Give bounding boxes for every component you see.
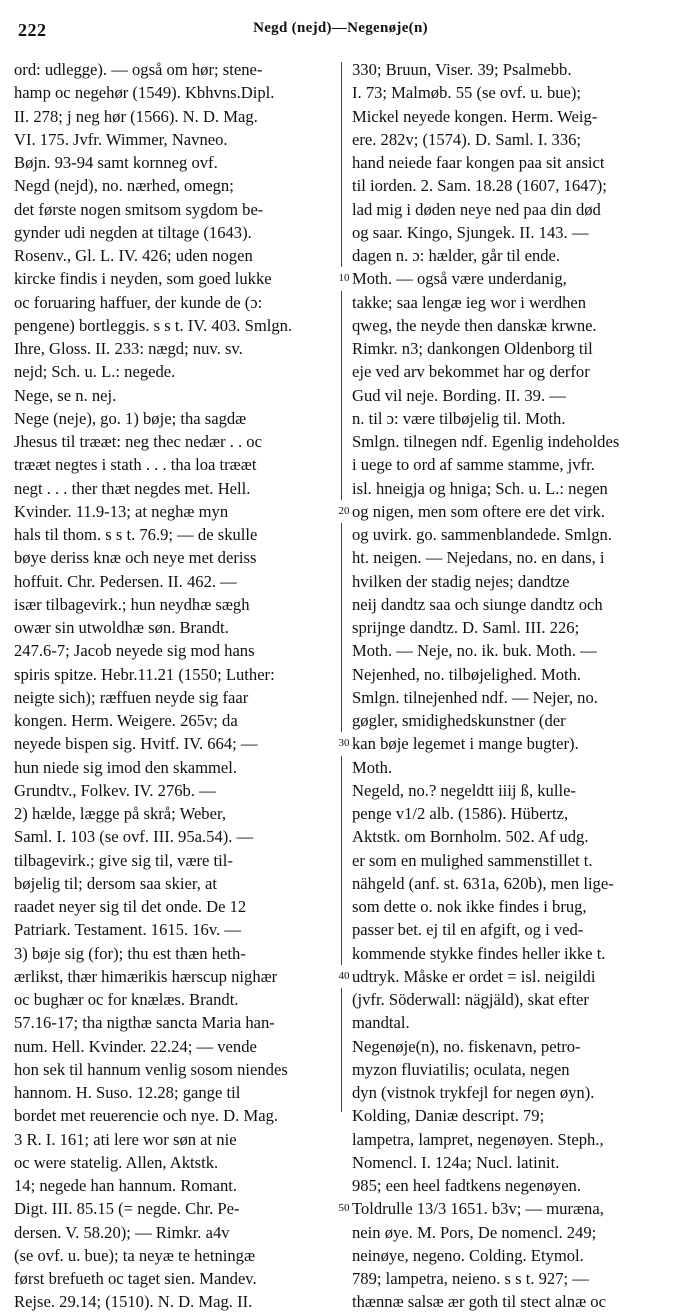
text-line: kircke findis i neyden, som goed lukke	[14, 269, 272, 289]
text-line: hon sek til hannum venlig sosom niendes	[14, 1059, 288, 1079]
text-line: kan bøje legemet i mange bugter).	[352, 734, 579, 754]
text-line: owær sin utwoldhæ søn. Brandt.	[14, 618, 229, 637]
text-line: kommende stykke findes heller ikke t.	[352, 943, 606, 963]
left-column	[14, 58, 334, 1314]
text-line: lad mig i døden neye ned paa din død	[352, 199, 601, 219]
text-line: penge v1/2 alb. (1586). Hübertz,	[352, 804, 569, 823]
text-line: lampetra, lampret, negenøyen. Steph.,	[352, 1129, 604, 1149]
text-line: gynder udi negden at tiltage (1643).	[14, 222, 252, 242]
text-line: dagen n. ɔ: hælder, går til ende.	[352, 246, 561, 265]
text-line: 789; lampetra, neieno. s s t. 927; —	[352, 1269, 589, 1288]
text-line: gøgler, smidighedskunstner (der	[352, 711, 566, 730]
text-line: hannom. H. Suso. 12.28; gange til	[14, 1083, 241, 1102]
text-line: 247.6-7; Jacob neyede sig mod hans	[14, 641, 255, 661]
text-line: 2) hælde, lægge på skrå; Weber,	[14, 804, 226, 823]
text-line: eje ved arv bekommet har og derfor	[352, 362, 590, 382]
text-line: neij dandtz saa och siunge dandtz och	[352, 594, 603, 614]
text-line: ærlikst, thær himærikis hærscup nighær	[14, 966, 278, 986]
text-line: 330; Bruun, Viser. 39; Psalmebb.	[352, 60, 572, 79]
text-line: 3 R. I. 161; ati lere wor søn at nie	[14, 1129, 237, 1149]
text-line: som dette o. nok ikke findes i brug,	[352, 897, 587, 916]
text-line: det første nogen smitsom sygdom be-	[14, 199, 264, 219]
line-number: 50	[336, 1197, 352, 1220]
text-line: Toldrulle 13/3 1651. b3v; — muræna,	[352, 1199, 604, 1219]
text-line: Smlgn. tilnejenhed ndf. — Nejer, no.	[352, 687, 598, 707]
text-line: og nigen, men som oftere ere det virk.	[352, 501, 605, 521]
text-line: raadet neyer sig til det onde. De 12	[14, 897, 247, 916]
text-line: 57.16-17; tha nigthæ sancta Maria han-	[14, 1013, 275, 1033]
text-line: mandtal.	[352, 1013, 410, 1033]
text-line: Nomencl. I. 124a; Nucl. latinit.	[352, 1152, 560, 1172]
running-head: Negd (nejd)—Negenøje(n)	[253, 20, 428, 36]
text-line: Kolding, Daniæ descript. 79;	[352, 1106, 545, 1126]
text-line: myzon fluviatilis; oculata, negen	[352, 1059, 570, 1079]
text-line: hand neiede faar kongen paa sit ansict	[352, 153, 605, 172]
text-line: num. Hell. Kvinder. 22.24; — vende	[14, 1036, 257, 1056]
text-line: Moth.	[352, 757, 393, 777]
text-line: neinøye, negeno. Colding. Etymol.	[352, 1245, 584, 1265]
text-line: (jvfr. Söderwall: nägjäld), skat efter	[352, 990, 589, 1009]
text-line: trææt negtes i stath . . . tha loa trææt	[14, 455, 257, 475]
text-line: Negenøje(n), no. fiskenavn, petro-	[352, 1036, 581, 1056]
text-line: hoffuit. Chr. Pedersen. II. 462. —	[14, 571, 237, 591]
text-line: Nejenhed, no. tilbøjelighed. Moth.	[352, 664, 582, 684]
text-line: II. 278; j neg hør (1566). N. D. Mag.	[14, 106, 258, 126]
text-line: Bøjn. 93-94 samt kornneg ovf.	[14, 153, 218, 172]
text-line: Kvinder. 11.9-13; at neghæ myn	[14, 501, 229, 521]
text-line: udtryk. Måske er ordet = isl. neigildi	[352, 966, 596, 986]
text-line: er som en mulighed sammenstillet t.	[352, 850, 593, 870]
text-line: VI. 175. Jvfr. Wimmer, Navneo.	[14, 129, 228, 149]
text-line: hals til thom. s s t. 76.9; — de skulle	[14, 525, 258, 544]
text-line: 14; negede han hannum. Romant.	[14, 1176, 238, 1195]
text-line: oc bughær oc for knælæs. Brandt.	[14, 990, 239, 1009]
text-line: nein øye. M. Pors, De nomencl. 249;	[352, 1222, 597, 1242]
text-line: Negeld, no.? negeldtt iiij ß, kulle-	[352, 780, 576, 800]
page-number: 222	[18, 20, 47, 40]
text-line: (se ovf. u. bue); ta neyæ te hetningæ	[14, 1245, 256, 1265]
text-line: hun niede sig imod den skammel.	[14, 757, 238, 777]
text-line: I. 73; Malmøb. 55 (se ovf. u. bue);	[352, 83, 582, 103]
text-line: takke; saa lengæ ieg wor i werdhen	[352, 292, 587, 312]
text-line: spiris spitze. Hebr.11.21 (1550; Luther:	[14, 664, 275, 684]
text-line: Rosenv., Gl. L. IV. 426; uden nogen	[14, 246, 253, 265]
text-line: bøye deriss knæ och neye met deriss	[14, 548, 257, 568]
line-number: 40	[336, 965, 352, 988]
text-line: kongen. Herm. Weigere. 265v; da	[14, 711, 238, 730]
column-divider	[341, 62, 342, 1112]
text-line: nejd; Sch. u. L.: negede.	[14, 362, 176, 382]
text-line: Nege (neje), go. 1) bøje; tha sagdæ	[14, 408, 247, 428]
line-number: 30	[336, 732, 352, 755]
text-line: Moth. — også være underdanig,	[352, 269, 567, 289]
text-line: Negd (nejd), no. nærhed, omegn;	[14, 176, 234, 196]
text-line: Gud vil neje. Bording. II. 39. —	[352, 385, 566, 405]
text-line: hvilken der stadig nejes; dandtze	[352, 571, 570, 591]
text-line: Grundtv., Folkev. IV. 276b. —	[14, 780, 216, 800]
text-line: 3) bøje sig (for); thu est thæn heth-	[14, 943, 246, 963]
text-line: Saml. I. 103 (se ovf. III. 95a.54). —	[14, 827, 254, 847]
text-line: 985; een heel fadtkens negenøyen.	[352, 1176, 581, 1195]
right-column	[352, 58, 668, 1314]
text-line: bordet met reuerencie och nye. D. Mag.	[14, 1106, 279, 1126]
text-line: ht. neigen. — Nejedans, no. en dans, i	[352, 548, 605, 568]
text-line: neigte sich); ræffuen neyde sig faar	[14, 687, 249, 707]
text-line: Rejse. 29.14; (1510). N. D. Mag. II.	[14, 1292, 253, 1312]
text-line: passer bet. ej til en afgift, og i ved-	[352, 920, 584, 940]
text-line: tilbagevirk.; give sig til, være til-	[14, 850, 233, 870]
text-line: ere. 282v; (1574). D. Saml. I. 336;	[352, 129, 582, 149]
text-line: Patriark. Testament. 1615. 16v. —	[14, 920, 241, 940]
text-line: dersen. V. 58.20); — Rimkr. a4v	[14, 1222, 230, 1242]
text-line: og saar. Kingo, Sjungek. II. 143. —	[352, 222, 589, 242]
text-line: Nege, se n. nej.	[14, 385, 117, 405]
text-line: Moth. — Neje, no. ik. buk. Moth. —	[352, 641, 597, 661]
text-line: Mickel neyede kongen. Herm. Weig-	[352, 106, 598, 126]
text-line: og uvirk. go. sammenblandede. Smlgn.	[352, 525, 612, 544]
text-line: Rimkr. n3; dankongen Oldenborg til	[352, 339, 593, 358]
text-line: oc foruaring haffuer, der kunde de (ɔ:	[14, 292, 263, 312]
text-line: i uege to ord af samme stamme, jvfr.	[352, 455, 595, 475]
text-line: pengene) bortleggis. s s t. IV. 403. Smlgn.	[14, 315, 293, 335]
text-line: sprijnge dandtz. D. Saml. III. 226;	[352, 618, 580, 637]
text-line: n. til ɔ: være tilbøjelig til. Moth.	[352, 408, 566, 428]
text-line: Aktstk. om Bornholm. 502. Af udg.	[352, 827, 589, 847]
line-number: 10	[336, 267, 352, 290]
text-line: thænnæ salsæ ær goth til stect alnæ oc	[352, 1292, 606, 1312]
text-line: Jhesus til trææt: neg thec nedær . . oc	[14, 432, 262, 451]
text-line: nähgeld (anf. st. 631a, 620b), men lige-	[352, 873, 614, 893]
text-line: især tilbagevirk.; hun neydhæ sægh	[14, 594, 250, 614]
text-line: Ihre, Gloss. II. 233: nægd; nuv. sv.	[14, 339, 243, 358]
text-line: qweg, the neyde then danskæ krwne.	[352, 315, 597, 335]
text-line: oc were statelig. Allen, Aktstk.	[14, 1152, 219, 1172]
text-line: dyn (vistnok trykfejl for negen øyn).	[352, 1083, 595, 1102]
text-line: ord: udlegge). — også om hør; stene-	[14, 60, 263, 79]
text-line: negt . . . ther thæt negdes met. Hell.	[14, 478, 251, 498]
page-header	[14, 10, 667, 46]
text-line: isl. hneigja og hniga; Sch. u. L.: negen	[352, 478, 608, 498]
text-line: først brefueth oc taget sien. Mandev.	[14, 1269, 257, 1288]
text-line: Digt. III. 85.15 (= negde. Chr. Pe-	[14, 1199, 240, 1219]
text-line: Smlgn. tilnegen ndf. Egenlig indeholdes	[352, 432, 620, 451]
text-line: til iorden. 2. Sam. 18.28 (1607, 1647);	[352, 176, 607, 196]
line-number: 20	[336, 500, 352, 523]
text-line: neyede bispen sig. Hvitf. IV. 664; —	[14, 734, 258, 754]
text-line: hamp oc negehør (1549). Kbhvns.Dipl.	[14, 83, 275, 103]
text-line: bøjelig til; dersom saa skier, at	[14, 873, 218, 893]
